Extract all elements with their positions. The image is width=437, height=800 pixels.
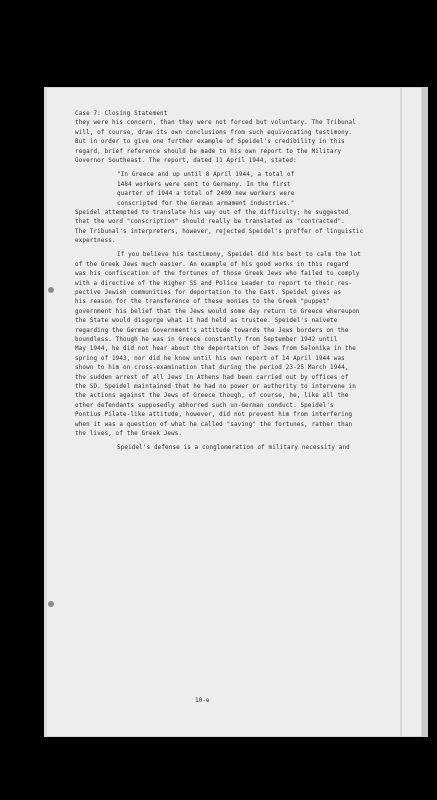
punch-hole-icon [48, 601, 54, 607]
text-line: his reason for the transference of these monies to the Greek "puppet" [75, 299, 331, 306]
text-line: was his confiscation of the fortunes of those Greek Jews who failed to comply [75, 271, 360, 278]
text-line: spring of 1943, nor did he know until his own report of 14 April 1944 was [75, 355, 345, 362]
text-line: Governor Southeast. The report, dated 11 April 1944, stated: [75, 157, 297, 164]
page-header: Case 7: Closing Statement [75, 111, 168, 117]
quote-line: "In Greece and up until 8 April 1944, a total of [117, 172, 295, 179]
text-line: with a directive of the Higher SS and Police Leader to report to their res- [75, 280, 353, 287]
text-line: they were his concern, than they were not forced but voluntary. The Tribunal [75, 120, 356, 127]
paragraph-2 [75, 209, 390, 247]
text-line: May 1944, he did not hear about the deportation of Jews from Salonika in the [75, 346, 356, 353]
paragraph-1 [75, 119, 390, 166]
text-line: other defendants supposedly abhorred such un-German conduct. Speidel's [75, 402, 334, 409]
quote-line: conscripted for the German armament industries." [117, 200, 295, 207]
text-line: the SD. Speidel maintained that he had no power or authority to intervene in [75, 383, 356, 390]
text-line: government his belief that the Jews would some day return to Greece whereupon [75, 308, 360, 315]
page-binding-line [400, 87, 402, 737]
page-right-edge [422, 87, 428, 737]
punch-hole-icon [48, 287, 54, 293]
text-line: regard, brief reference should be made to his own report to the Military [75, 148, 342, 155]
page-left-edge [44, 87, 47, 737]
text-line: expertness. [75, 238, 116, 245]
text-line: the lives, of the Greek Jews. [75, 430, 183, 437]
paragraph-4 [75, 444, 390, 453]
text-line: of the Greek Jews much easier. An example of his good works in this regard [75, 261, 349, 268]
quote-line: 1484 workers were sent to Germany. In the first [117, 181, 291, 188]
text-line: boundless. Though he was in Greece constantly from September 1942 until [75, 336, 338, 343]
text-line: regarding the German Government's attitude towards the Jews borders on the [75, 327, 349, 334]
text-line: the State would disgorge what it had held as trustee. Speidel's naivete [75, 318, 338, 325]
text-line: But in order to give one further example of Speidel's credibility in this [75, 139, 345, 146]
text-line: the sudden arrest of all Jews in Athens had been carried out by offices of [75, 374, 349, 381]
text-line: that the word "conscription" should really be translated as "contracted". [75, 219, 345, 226]
page-number: 10-e [195, 697, 210, 704]
text-line: Speidel attempted to translate his way out of the difficulty; he suggested [75, 209, 349, 216]
text-line: The Tribunal's interpreters, however, rejected Speidel's proffer of linguistic [75, 228, 364, 235]
text-line: Speidel's defense is a conglomeration of military necessity and [117, 445, 350, 452]
text-line: the actions against the Jews of Greece though, of course, he, like all the [75, 393, 349, 400]
quote-line: quarter of 1944 a total of 2409 new workers were [117, 191, 295, 198]
text-line: shown to him on cross-examination that during the period 23-25 March 1944, [75, 365, 349, 372]
text-line: pective Jewish communities for deportation to the East. Speidel gives as [75, 290, 342, 297]
document-text [75, 110, 390, 454]
block-quote [75, 171, 390, 209]
paragraph-3 [75, 251, 390, 439]
text-line: when it was a question of what he called "saving" the fortunes, rather than [75, 421, 353, 428]
text-line: If you believe his testimony, Speidel did his best to calm the lot [117, 252, 361, 259]
text-line: Pontius Pilate-like attitude, however, did not prevent him from interfering [75, 412, 353, 419]
text-line: will, of course, draw its own conclusions from such equivocating testimony. [75, 129, 353, 136]
